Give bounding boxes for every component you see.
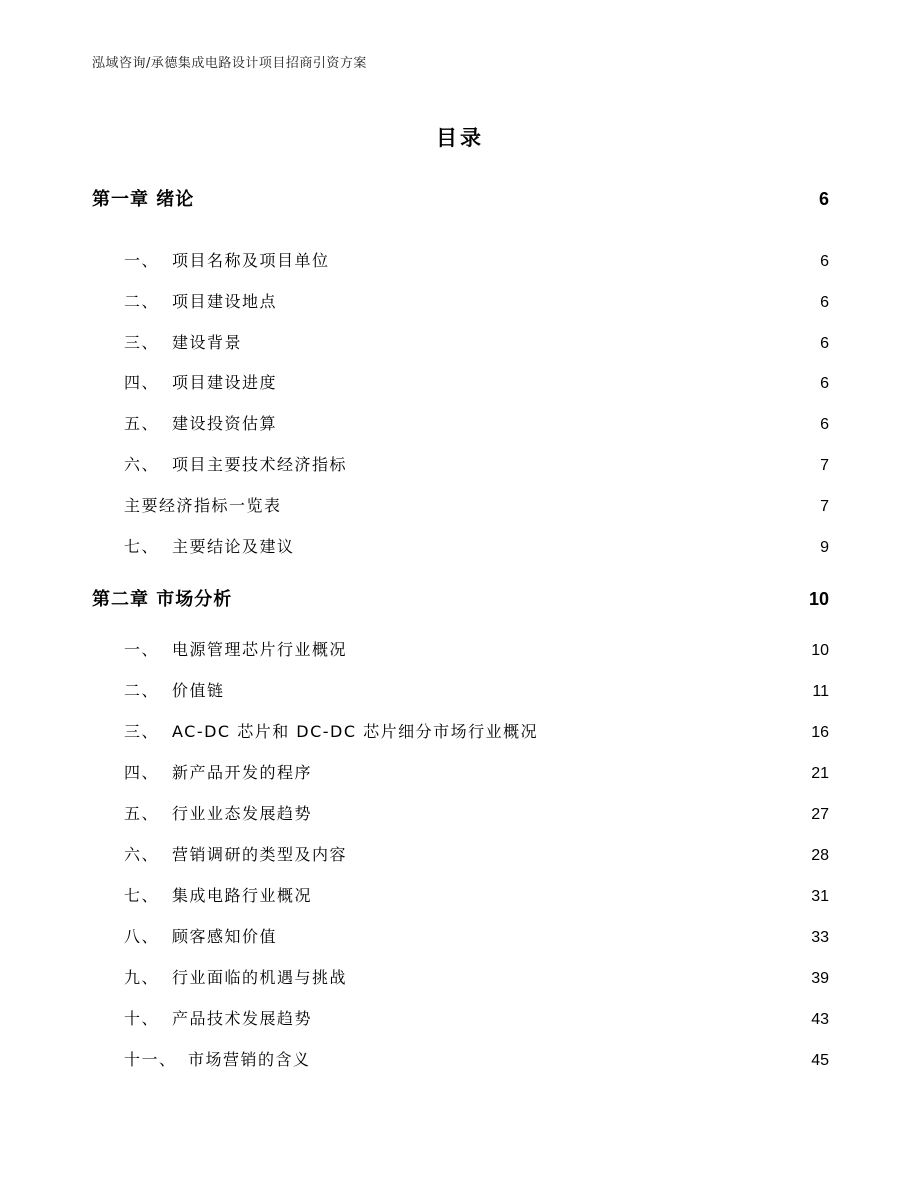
toc-entry-page: 10	[811, 642, 829, 659]
toc-entry-label: 顾客感知价值	[172, 927, 278, 946]
toc-entry-section[interactable]	[124, 801, 829, 824]
toc-entry-number: 四、	[124, 373, 160, 392]
running-header: 泓域咨询/承德集成电路设计项目招商引资方案	[92, 56, 367, 71]
toc-entry-page: 9	[820, 539, 829, 556]
toc-entry-label: 建设投资估算	[172, 414, 278, 433]
toc-entry-number: 九、	[124, 968, 160, 987]
toc-entry-page: 28	[811, 847, 829, 864]
toc-entry-section[interactable]	[124, 411, 829, 434]
toc-entry-number: 六、	[124, 455, 160, 474]
toc-entry-number: 三、	[124, 722, 160, 741]
toc-entry-label: 新产品开发的程序	[172, 763, 313, 782]
toc-entry-number: 五、	[124, 414, 160, 433]
toc-entry-page: 45	[811, 1052, 829, 1069]
toc-entry-label: 项目建设进度	[172, 373, 278, 392]
toc-entry-section[interactable]	[124, 760, 829, 783]
toc-entry-number: 二、	[124, 681, 160, 700]
toc-entry-page: 6	[820, 253, 829, 270]
toc-entry-section[interactable]	[124, 637, 829, 660]
toc-entry-label: 价值链	[172, 681, 225, 700]
toc-entry-section[interactable]	[124, 452, 829, 475]
toc-entry-section[interactable]	[124, 924, 829, 947]
toc-entry-page: 6	[820, 335, 829, 352]
toc-entry-page: 7	[820, 498, 829, 515]
toc-entry-number: 十一、	[124, 1050, 177, 1069]
toc-entry-section[interactable]	[124, 1006, 829, 1029]
toc-entry-page: 6	[820, 294, 829, 311]
toc-entry-number: 三、	[124, 333, 160, 352]
toc-entry-label: 项目名称及项目单位	[172, 251, 330, 270]
toc-entry-section[interactable]	[124, 883, 829, 906]
toc-entry-label: AC-DC 芯片和 DC-DC 芯片细分市场行业概况	[172, 722, 539, 741]
toc-entry-page: 27	[811, 806, 829, 823]
toc-entry-page: 43	[811, 1011, 829, 1028]
toc-entry-label: 主要结论及建议	[172, 537, 295, 556]
toc-entry-label: 集成电路行业概况	[172, 886, 313, 905]
toc-entry-label: 项目建设地点	[172, 292, 278, 311]
toc-entry-number: 七、	[124, 886, 160, 905]
toc-entry-page: 31	[811, 888, 829, 905]
toc-entry-section[interactable]	[124, 719, 829, 742]
toc-entry-label: 电源管理芯片行业概况	[172, 640, 348, 659]
toc-entry-label: 第一章 绪论	[92, 189, 195, 210]
toc-entry-section[interactable]	[124, 370, 829, 393]
toc-title: 目录	[436, 126, 484, 150]
toc-entry-number: 五、	[124, 804, 160, 823]
toc-entry-chapter[interactable]	[92, 585, 829, 611]
toc-entry-page: 7	[820, 457, 829, 474]
toc-entry-section[interactable]	[124, 678, 829, 701]
toc-entry-number: 七、	[124, 537, 160, 556]
toc-entry-page: 39	[811, 970, 829, 987]
toc-entry-page: 33	[811, 929, 829, 946]
toc-entry-number: 六、	[124, 845, 160, 864]
toc-entry-label: 营销调研的类型及内容	[172, 845, 348, 864]
toc-entry-section[interactable]	[124, 248, 829, 271]
toc-entry-page: 6	[820, 416, 829, 433]
toc-entry-label: 行业面临的机遇与挑战	[172, 968, 348, 987]
toc-entry-label: 建设背景	[172, 333, 243, 352]
toc-entry-page: 6	[818, 189, 829, 209]
toc-entry-chapter[interactable]	[92, 185, 829, 211]
toc-entry-section[interactable]	[124, 534, 829, 557]
toc-entry-section[interactable]	[124, 289, 829, 312]
toc-entry-section[interactable]	[124, 330, 829, 353]
toc-entry-label: 第二章 市场分析	[92, 589, 233, 610]
toc-entry-section[interactable]	[124, 493, 829, 516]
toc-entry-number: 十、	[124, 1009, 160, 1028]
toc-entry-page: 21	[811, 765, 829, 782]
toc-entry-page: 10	[808, 589, 829, 609]
toc-entry-label: 主要经济指标一览表	[124, 496, 282, 515]
toc-entry-section[interactable]	[124, 1047, 829, 1070]
toc-entry-number: 一、	[124, 251, 160, 270]
toc-entry-number: 八、	[124, 927, 160, 946]
toc-entry-label: 产品技术发展趋势	[172, 1009, 313, 1028]
toc-entry-page: 6	[820, 375, 829, 392]
toc-entry-page: 16	[811, 724, 829, 741]
toc-entry-label: 市场营销的含义	[188, 1050, 311, 1069]
toc-entry-page: 11	[812, 683, 829, 700]
toc-entry-label: 行业业态发展趋势	[172, 804, 313, 823]
toc-entry-number: 二、	[124, 292, 160, 311]
toc-entry-label: 项目主要技术经济指标	[172, 455, 348, 474]
toc-entry-number: 四、	[124, 763, 160, 782]
toc-entry-section[interactable]	[124, 842, 829, 865]
toc-entry-number: 一、	[124, 640, 160, 659]
toc-entry-section[interactable]	[124, 965, 829, 988]
